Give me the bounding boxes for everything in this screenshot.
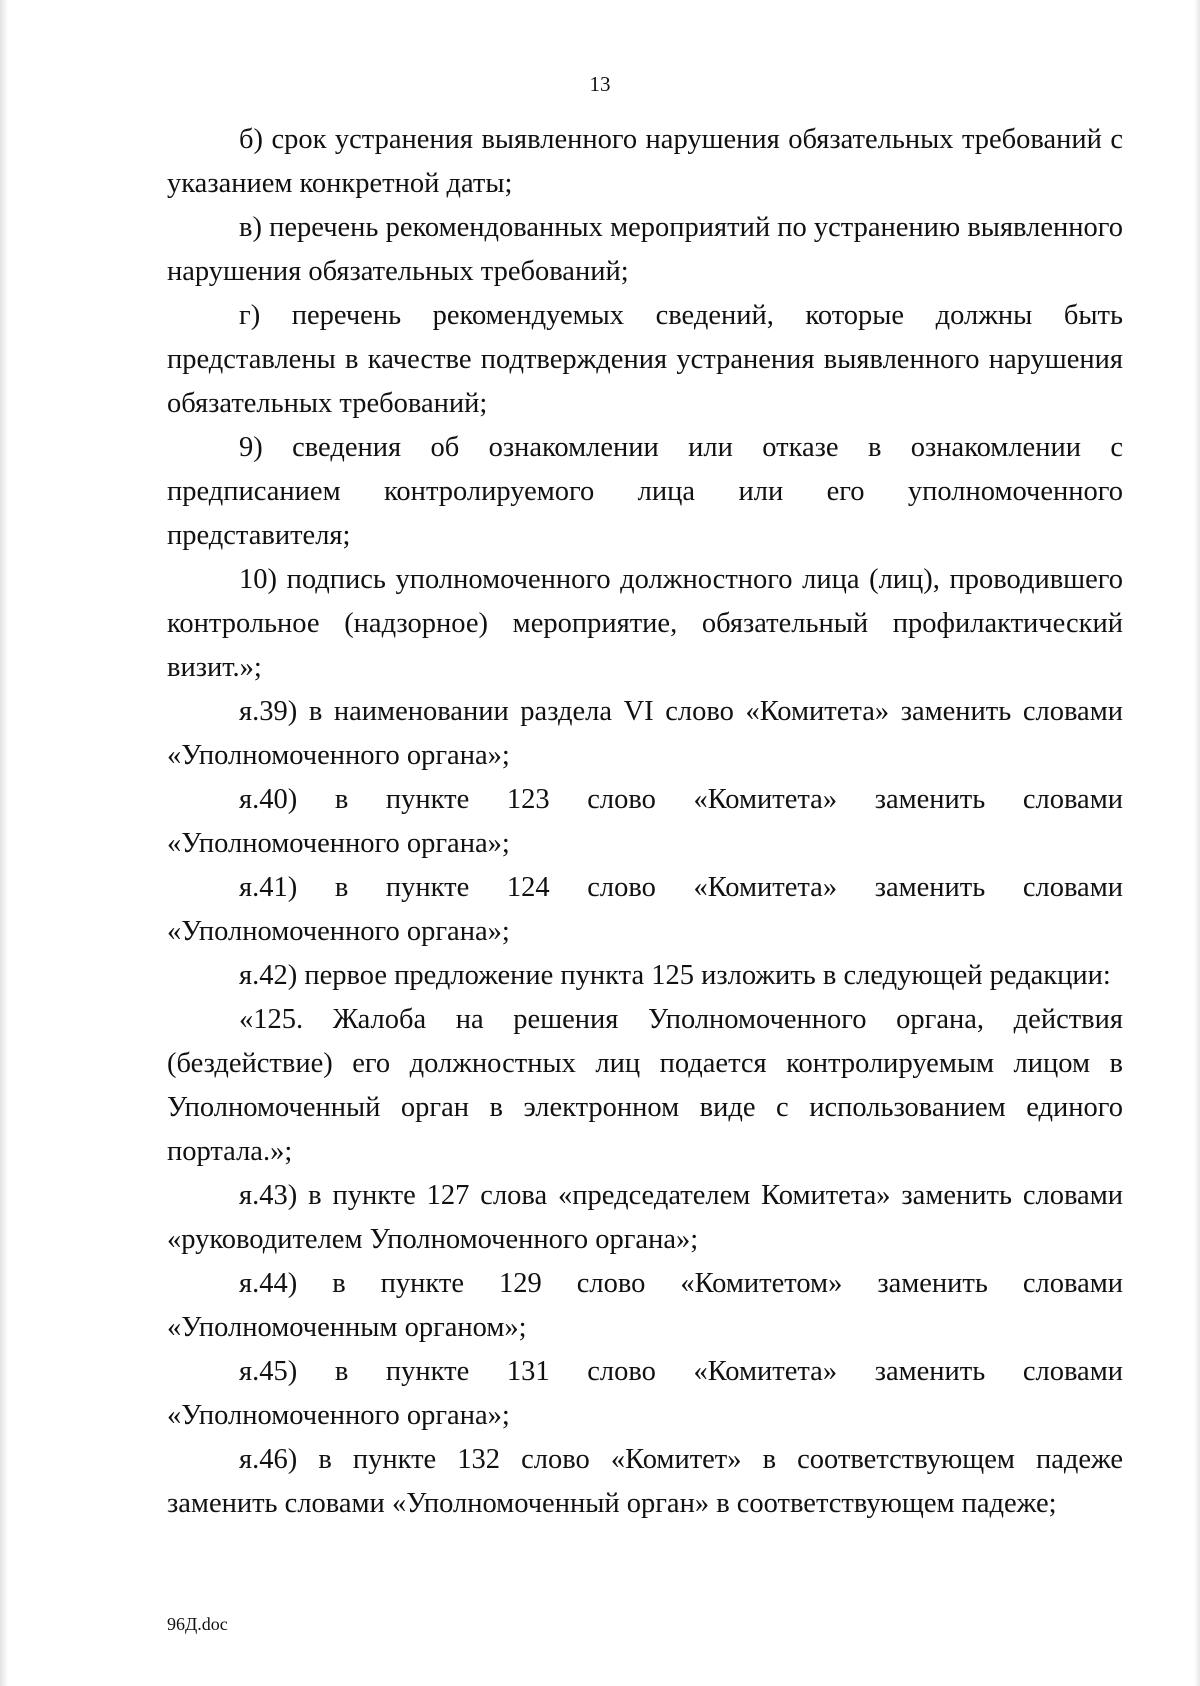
- paragraph-g: г) перечень рекомендуемых сведений, которые должны быть представлены в качестве подтверждения устранения выявленного нарушения обязательных требований;: [167, 300, 1123, 419]
- paragraph-ya46: я.46) в пункте 132 слово «Комитет» в соответствующем падеже заменить словами «Уполномоченный орган» в соответствующем падеже;: [167, 1444, 1123, 1519]
- paragraph-ya44: я.44) в пункте 129 слово «Комитетом» заменить словами «Уполномоченным органом»;: [167, 1268, 1123, 1343]
- paragraph-ya42: я.42) первое предложение пункта 125 изложить в следующей редакции:: [239, 960, 1111, 991]
- paragraph-9: 9) сведения об ознакомлении или отказе в ознакомлении с предписанием контролируемого лица или его уполномоченного представителя;: [167, 432, 1123, 551]
- paragraph-ya39: я.39) в наименовании раздела VI слово «Комитета» заменить словами «Уполномоченного органа»;: [167, 696, 1123, 771]
- scan-edge-left: [0, 0, 8, 1686]
- paragraph-v: в) перечень рекомендованных мероприятий по устранению выявленного нарушения обязательных требований;: [167, 212, 1123, 287]
- paragraph-10: 10) подпись уполномоченного должностного лица (лиц), проводившего контрольное (надзорное) мероприятие, обязательный профилактический визит.»;: [167, 564, 1123, 683]
- paragraph-ya40: я.40) в пункте 123 слово «Комитета» заменить словами «Уполномоченного органа»;: [167, 784, 1123, 859]
- paragraph-ya43: я.43) в пункте 127 слова «председателем Комитета» заменить словами «руководителем Уполномоченного органа»;: [167, 1180, 1123, 1255]
- paragraph-b: б) срок устранения выявленного нарушения обязательных требований с указанием конкретной даты;: [167, 124, 1123, 199]
- paragraph-quote-125: «125. Жалоба на решения Уполномоченного органа, действия (бездействие) его должностных лиц подается контролируемым лицом в Уполномоченный орган в электронном виде с использованием единого портала.»;: [167, 1004, 1123, 1167]
- document-body: [167, 118, 1123, 1526]
- footer-filename: 96Д.doc: [167, 1614, 228, 1634]
- page-number: 13: [589, 72, 611, 96]
- paragraph-ya41: я.41) в пункте 124 слово «Комитета» заменить словами «Уполномоченного органа»;: [167, 872, 1123, 947]
- paragraph-ya45: я.45) в пункте 131 слово «Комитета» заменить словами «Уполномоченного органа»;: [167, 1356, 1123, 1431]
- scan-edge-right: [1194, 0, 1200, 1686]
